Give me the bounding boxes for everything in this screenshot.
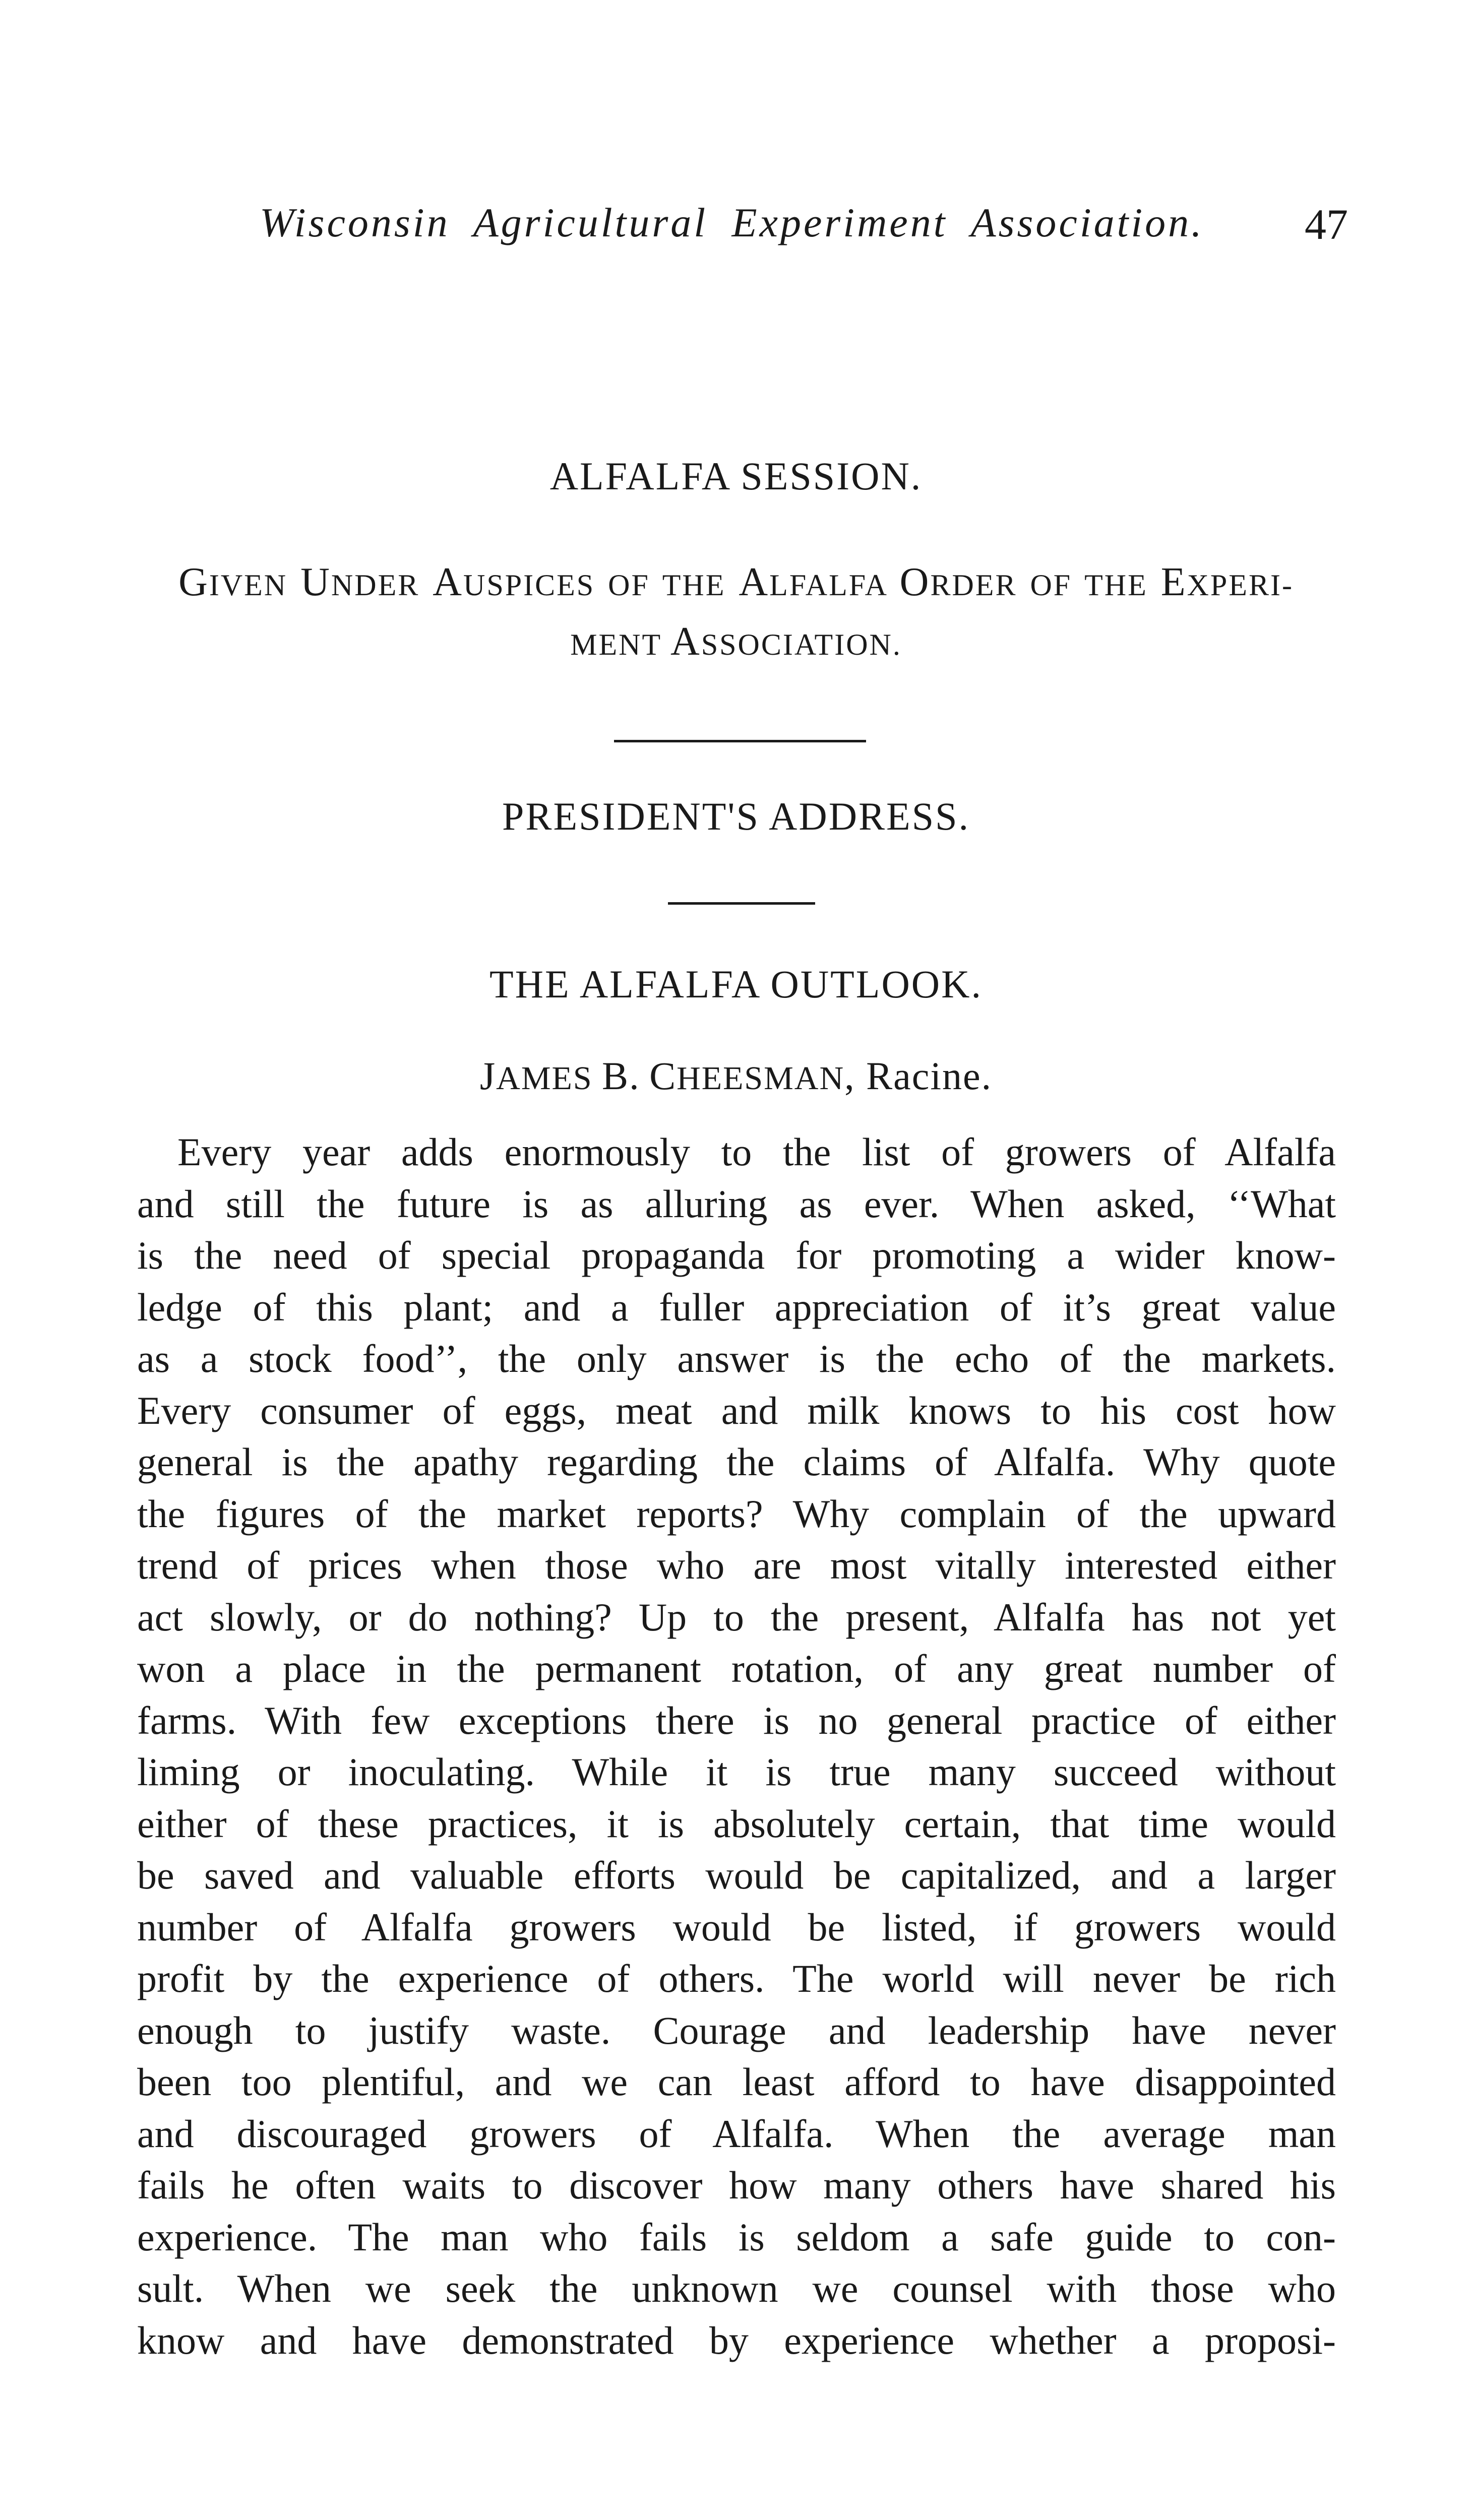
body-line: know and have demonstrated by experience whether a proposi-	[137, 2318, 1336, 2362]
author-byline: JAMES B. CHEESMAN, Racine.	[479, 1054, 993, 1098]
body-line: fails he often waits to discover how many others have shared his	[137, 2163, 1336, 2207]
body-line: as a stock food’’, the only answer is the echo of the markets.	[137, 1337, 1336, 1380]
body-line: farms. With few exceptions there is no general practice of either	[137, 1698, 1336, 1742]
body-line: ledge of this plant; and a fuller appreciation of it’s great value	[137, 1285, 1336, 1329]
body-text	[137, 1126, 1336, 2366]
body-line: won a place in the permanent rotation, of any great number of	[137, 1647, 1336, 1690]
session-title: ALFALFA SESSION.	[549, 454, 923, 498]
body-line: and still the future is as alluring as ever. When asked, ‘‘What	[137, 1181, 1336, 1226]
body-line: number of Alfalfa growers would be listed, if growers would	[137, 1905, 1336, 1949]
section-divider	[668, 902, 815, 905]
body-line: is the need of special propaganda for promoting a wider know-	[137, 1233, 1336, 1277]
body-line: either of these practices, it is absolutely certain, that time would	[137, 1801, 1336, 1846]
body-line: and discouraged growers of Alfalfa. When the average man	[137, 2111, 1336, 2156]
session-subheading-continued: MENT ASSOCIATION.	[570, 619, 902, 664]
body-line: trend of prices when those who are most vitally interested either	[137, 1543, 1336, 1587]
body-line: enough to justify waste. Courage and leadership have never	[137, 2008, 1336, 2052]
body-line: the figures of the market reports? Why complain of the upward	[137, 1491, 1336, 1536]
body-line: Every year adds enormously to the list of growers of Alfalfa	[177, 1130, 1336, 1174]
page-number: 47	[1305, 200, 1348, 248]
running-head	[0, 199, 1472, 265]
session-subheading: GIVEN UNDER AUSPICES OF THE ALFALFA ORDER OF THE EXPERI-	[178, 560, 1294, 604]
body-line: general is the apathy regarding the claims of Alfalfa. Why quote	[137, 1440, 1336, 1484]
running-title: Wisconsin Agricultural Experiment Association.	[260, 200, 1204, 245]
body-line: liming or inoculating. While it is true many succeed without	[137, 1750, 1336, 1794]
body-line: experience. The man who fails is seldom a safe guide to con-	[137, 2215, 1336, 2259]
body-line: act slowly, or do nothing? Up to the present, Alfalfa has not yet	[137, 1595, 1336, 1639]
body-line: be saved and valuable efforts would be capitalized, and a larger	[137, 1853, 1336, 1897]
address-title: PRESIDENT'S ADDRESS.	[502, 794, 970, 838]
section-divider	[614, 740, 866, 742]
body-line: profit by the experience of others. The world will never be rich	[137, 1957, 1336, 2000]
article-title: THE ALFALFA OUTLOOK.	[489, 962, 983, 1006]
body-line: Every consumer of eggs, meat and milk knows to his cost how	[137, 1388, 1336, 1432]
body-line: sult. When we seek the unknown we counsel with those who	[137, 2266, 1336, 2310]
body-line: been too plentiful, and we can least afford to have disappointed	[137, 2060, 1336, 2104]
